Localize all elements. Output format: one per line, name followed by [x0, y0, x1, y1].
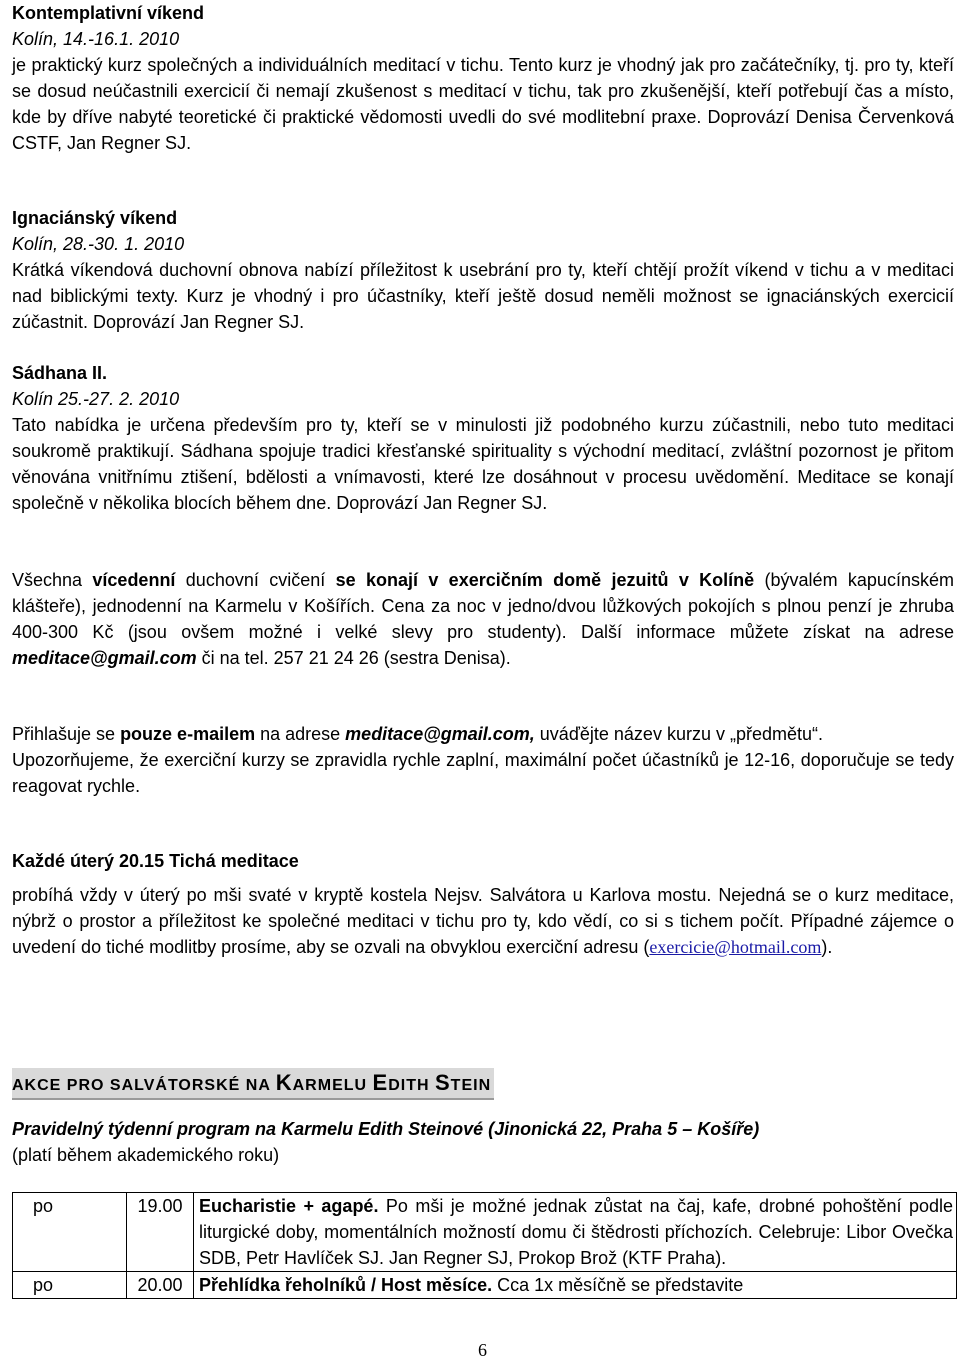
section-sadhana: [12, 360, 954, 516]
day-cell: po: [13, 1272, 127, 1299]
program-title: Pravidelný týdenní program na Karmelu Edith Steinové (Jinonická 22, Praha 5 – Košíře): [12, 1119, 760, 1139]
section-date-place: Kolín 25.-27. 2. 2010: [12, 389, 180, 409]
day-cell: po: [13, 1193, 127, 1272]
email-link[interactable]: meditace@gmail.com: [12, 648, 197, 668]
table-row: [13, 1193, 957, 1272]
program-heading: [12, 1116, 954, 1168]
section-kontemplativni: [12, 0, 954, 156]
section-title: Sádhana II.: [12, 363, 108, 383]
section-text: je praktický kurz společných a individuálních meditací v tichu. Tento kurz je vhodný jak pro začátečníky, tj. pro ty, kteří se dosud neúčastnili exercicií či nemají zkušenost s meditací v tichu, tak pro zkušenější, kteří potřebují čas a místo, kde by dříve nabyté teoretické či praktické vědomosti uvedli do své modlitební praxe. Doprovází Denisa Červenková CSTF, Jan Regner SJ.: [12, 55, 954, 153]
notice-text: Upozorňujeme, že exerciční kurzy se zpravidla rychle zaplní, maximální počet účastníků je 12-16, doporučuje se tedy reagovat rychle.: [12, 750, 954, 796]
email-link[interactable]: exercicie@hotmail.com: [649, 937, 822, 957]
section-title: Kontemplativní víkend: [12, 3, 205, 23]
info-paragraph: Všechna vícedenní duchovní cvičení se konají v exercičním domě jezuitů v Kolíně (bývalém kapucínském klášteře), jednodenní na Karmelu v Košířích. Cena za noc v jedno/dvou lůžkových pokojích s plnou penzí je zhruba 400-300 Kč (jsou ovšem možné i velké slevy pro studenty). Další informace můžete získat na adrese meditace@gmail.com či na tel. 257 21 24 26 (sestra Denisa).: [12, 570, 954, 668]
section-text: Tato nabídka je určena především pro ty, kteří se v minulosti již podobného kurzu zúčastnili, nebo tuto meditaci soukromě praktikují. Sádhana spojuje tradici křesťanské spirituality s východní meditací, zvláštní pozornost je přitom věnována vnitřnímu ztišení, bdělosti a vnímavosti, které lze dosáhnout v procesu uvědomění. Meditace se konají společně v několika blocích během dne. Doprovází Jan Regner SJ.: [12, 415, 954, 513]
signup-paragraph: Přihlašuje se pouze e-mailem na adrese meditace@gmail.com, uváďějte název kurzu v „předmětu“. Upozorňujeme, že exerciční kurzy se zpravidla rychle zaplní, maximální počet účastníků je 12-16, doporučuje se tedy reagovat rychle.: [12, 721, 954, 799]
time-cell: 20.00: [127, 1272, 194, 1299]
section-title: Ignaciánský víkend: [12, 208, 178, 228]
description-cell: Eucharistie + agapé. Po mši je možné jednak zůstat na čaj, kafe, drobné pohoštění podle liturgické doby, momentálních možností domu či štědrosti příchozích. Celebruje: Libor Ovečka SDB, Petr Havlíček SJ. Jan Regner SJ, Prokop Brož (KTF Praha).: [194, 1193, 957, 1272]
page-number: 6: [478, 1340, 487, 1360]
time-cell: 19.00: [127, 1193, 194, 1272]
section-ignaciansky: [12, 205, 954, 335]
section-title: Každé úterý 20.15 Tichá meditace: [12, 851, 299, 871]
table-row: [13, 1272, 957, 1299]
email-link[interactable]: meditace@gmail.com,: [345, 724, 535, 744]
description-cell: Přehlídka řeholníků / Host měsíce. Cca 1x měsíčně se představite: [194, 1272, 957, 1299]
program-note: (platí během akademického roku): [12, 1145, 280, 1165]
section-date-place: Kolín, 14.-16.1. 2010: [12, 29, 180, 49]
section-date-place: Kolín, 28.-30. 1. 2010: [12, 234, 185, 254]
section-weekly-meditation: Každé úterý 20.15 Tichá meditace probíhá vždy v úterý po mši svaté v kryptě kostela Nejsv. Salvátora u Karlova mostu. Nejedná se o kurz meditace, nýbrž o prostor a příležitost ke společné meditaci v tichu pro ty, kdo vědí, co si s tichem počít. Případné zájemce o uvedení do tiché modlitby prosíme, aby se ozvali na obvyklou exerciční adresu (exercicie@hotmail.com).: [12, 848, 954, 960]
program-table: [12, 1192, 957, 1299]
section-text: Krátká víkendová duchovní obnova nabízí příležitost k usebrání pro ty, kteří chtějí prožít víkend v tichu a v meditaci nad biblickými texty. Kurz je vhodný i pro účastníky, kteří ještě dosud neměli možnost se ignaciánských exercicií zúčastnit. Doprovází Jan Regner SJ.: [12, 260, 954, 332]
section-heading-akce: AKCE PRO SALVÁTORSKÉ NA KARMELU EDITH STEIN: [12, 1068, 494, 1100]
